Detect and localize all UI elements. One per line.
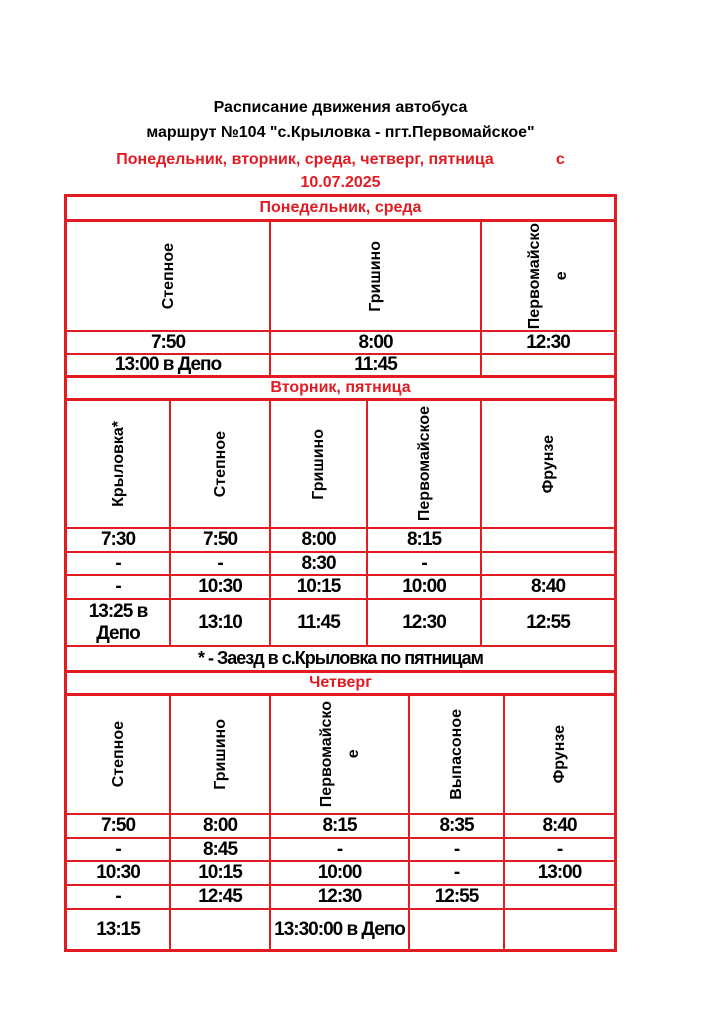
stop-header — [505, 696, 614, 813]
time-cell: 10:15 — [271, 576, 366, 598]
time-cell: 13:10 — [171, 600, 269, 645]
time-cell: - — [67, 839, 169, 860]
time-cell — [410, 910, 503, 949]
stop-header — [271, 696, 408, 813]
time-cell: 7:50 — [67, 815, 169, 837]
time-cell: 8:00 — [271, 529, 366, 551]
time-cell: 12:45 — [171, 886, 269, 908]
stop-name: Фрунзе — [551, 725, 568, 784]
days-line — [64, 150, 617, 170]
stop-header — [67, 222, 269, 330]
time-cell: 11:45 — [271, 355, 480, 375]
time-cell: 12:55 — [482, 600, 614, 645]
time-cell: 8:40 — [482, 576, 614, 598]
time-cell: - — [67, 886, 169, 908]
time-cell: - — [368, 553, 480, 574]
time-cell: 8:40 — [505, 815, 614, 837]
time-cell: 13:15 — [67, 910, 169, 949]
time-cell: 8:15 — [368, 529, 480, 551]
stop-header — [410, 696, 503, 813]
time-cell: 13:25 в Депо — [67, 600, 169, 645]
time-cell: 7:50 — [171, 529, 269, 551]
time-cell: 7:30 — [67, 529, 169, 551]
time-cell: 8:30 — [271, 553, 366, 574]
time-cell — [482, 529, 614, 551]
time-cell: 13:00 в Депо — [67, 355, 269, 375]
stop-name: Фрунзе — [539, 434, 557, 494]
stop-name: Гришино — [310, 428, 327, 500]
route-title: маршрут №104 "с.Крыловка - пгт.Первомайское" — [146, 124, 535, 141]
section-title-mon-wed: Понедельник, среда — [67, 197, 614, 222]
stop-name: Гришино — [211, 719, 229, 790]
time-cell: 10:30 — [67, 862, 169, 884]
stop-name: Выпасоное — [448, 709, 465, 800]
time-cell: 12:30 — [271, 886, 408, 908]
time-cell: 11:45 — [271, 600, 366, 645]
stop-header — [271, 222, 480, 330]
time-cell — [505, 910, 614, 949]
stop-header — [171, 401, 269, 527]
time-cell — [171, 910, 269, 949]
effective-date: 10.07.2025 — [300, 174, 381, 191]
time-cell: 8:45 — [171, 839, 269, 860]
time-cell — [482, 355, 614, 375]
time-cell: 10:00 — [368, 576, 480, 598]
time-cell: - — [67, 576, 169, 598]
stop-header — [271, 401, 366, 527]
section-grid-tue-fri — [67, 401, 614, 645]
stop-name: Первомайское — [415, 406, 433, 522]
footnote: * - Заезд в с.Крыловка по пятницам — [67, 645, 614, 670]
stop-header — [67, 401, 169, 527]
time-cell: - — [171, 553, 269, 574]
stop-header — [171, 696, 269, 813]
stop-name: Степное — [211, 430, 229, 498]
section-title-tue-fri: Вторник, пятница — [67, 375, 614, 401]
time-cell: 8:15 — [271, 815, 408, 837]
time-cell: - — [410, 862, 503, 884]
time-cell: 12:30 — [368, 600, 480, 645]
time-cell: 8:00 — [271, 332, 480, 353]
time-cell: 8:35 — [410, 815, 503, 837]
section-grid-thu — [67, 696, 614, 949]
days-text: Понедельник, вторник, среда, четверг, пятница — [116, 151, 494, 168]
time-cell: - — [505, 839, 614, 860]
time-cell: - — [410, 839, 503, 860]
time-cell: 13:00 — [505, 862, 614, 884]
time-cell: 8:00 — [171, 815, 269, 837]
time-cell: 10:30 — [171, 576, 269, 598]
stop-name: Степное — [159, 242, 177, 310]
stop-header — [67, 696, 169, 813]
time-cell — [482, 553, 614, 574]
page-title: Расписание движения автобуса — [213, 99, 468, 116]
stop-header — [482, 222, 614, 330]
time-cell: 7:50 — [67, 332, 269, 353]
time-cell: 12:55 — [410, 886, 503, 908]
stop-name: Первомайско е — [317, 701, 362, 808]
time-cell: - — [67, 553, 169, 574]
section-title-thu: Четверг — [67, 670, 614, 696]
stop-name: Крыловка* — [109, 421, 127, 507]
time-cell: 12:30 — [482, 332, 614, 353]
time-cell: 10:15 — [171, 862, 269, 884]
time-cell: - — [271, 839, 408, 860]
time-cell: 10:00 — [271, 862, 408, 884]
stop-name: Степное — [109, 721, 127, 788]
stop-name: Первомайско е — [526, 222, 570, 330]
section-grid-mon-wed — [67, 222, 614, 375]
schedule-table — [64, 194, 617, 952]
from-text: с — [555, 151, 565, 168]
stop-header — [482, 401, 614, 527]
stop-header — [368, 401, 480, 527]
stop-name: Гришино — [367, 240, 384, 312]
time-cell: 13:30:00 в Депо — [271, 910, 408, 949]
time-cell — [505, 886, 614, 908]
